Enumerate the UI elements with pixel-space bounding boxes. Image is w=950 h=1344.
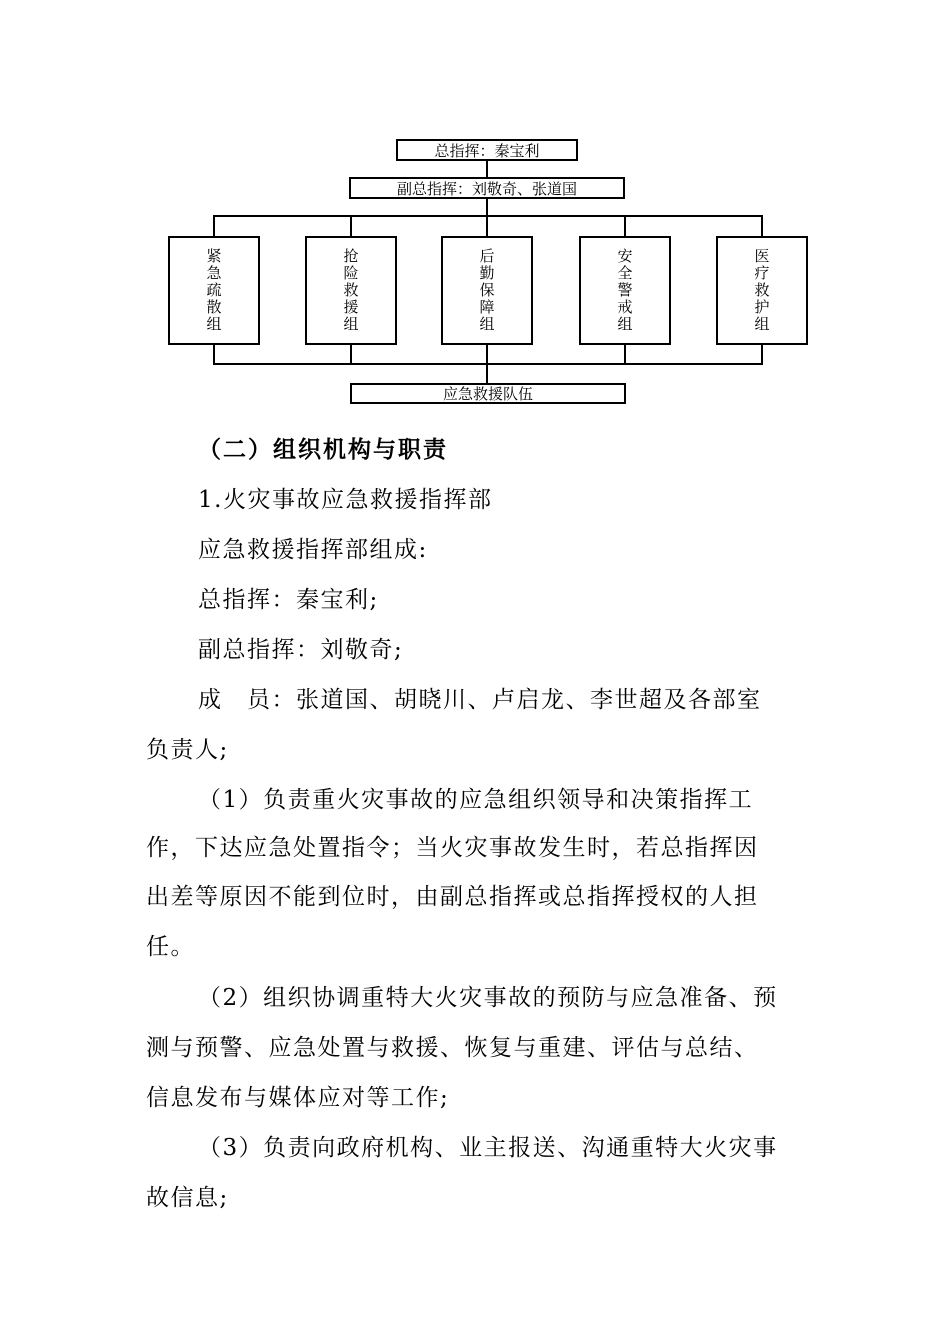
connector-line <box>213 344 215 364</box>
connector-line <box>761 215 763 237</box>
paragraph-line: 1.火灾事故应急救援指挥部 <box>198 487 493 513</box>
paragraph-line: （1）负责重火灾事故的应急组织领导和决策指挥工 <box>198 787 754 813</box>
chart-box-group <box>716 236 808 345</box>
connector-line <box>486 160 488 178</box>
paragraph-line: 副总指挥：刘敬奇; <box>198 637 404 663</box>
group-label: 安全警戒组 <box>615 248 634 333</box>
paragraph-line: （3）负责向政府机构、业主报送、沟通重特大火灾事 <box>198 1135 778 1161</box>
paragraph-line: 成 员：张道国、胡晓川、卢启龙、李世超及各部室 <box>198 687 762 713</box>
group-label: 紧急疏散组 <box>204 248 223 333</box>
group-label: 后勤保障组 <box>477 248 496 333</box>
paragraph-line: 应急救援指挥部组成: <box>198 537 428 563</box>
paragraph-line: 测与预警、应急处置与救援、恢复与重建、评估与总结、 <box>146 1035 759 1061</box>
chart-box-bottom: 应急救援队伍 <box>350 383 626 404</box>
org-chart <box>0 0 950 420</box>
connector-line <box>761 344 763 364</box>
paragraph-line: 任。 <box>146 934 195 960</box>
connector-line <box>350 215 352 237</box>
chart-box-deputy: 副总指挥：刘敬奇、张道国 <box>349 177 625 199</box>
chart-box-group <box>305 236 397 345</box>
paragraph-line: 故信息; <box>146 1185 229 1211</box>
paragraph-line: 负责人; <box>146 737 229 763</box>
connector-line <box>213 363 763 365</box>
connector-line <box>213 215 215 237</box>
paragraph-line: （2）组织协调重特大火灾事故的预防与应急准备、预 <box>198 985 778 1011</box>
paragraph-line: 出差等原因不能到位时，由副总指挥或总指挥授权的人担 <box>146 884 759 910</box>
chart-box-group <box>441 236 533 345</box>
connector-line <box>486 198 488 216</box>
section-heading: （二）组织机构与职责 <box>198 437 448 463</box>
connector-line <box>486 215 488 237</box>
paragraph-line: 信息发布与媒体应对等工作; <box>146 1085 450 1111</box>
group-label: 医疗救护组 <box>752 248 771 333</box>
paragraph-line: 总指挥：秦宝利; <box>198 587 379 613</box>
connector-line <box>624 344 626 364</box>
chart-box-group <box>579 236 671 345</box>
connector-line <box>350 344 352 364</box>
connector-line <box>624 215 626 237</box>
chart-box-group <box>168 236 260 345</box>
connector-line <box>213 215 763 217</box>
chart-box-top: 总指挥：秦宝利 <box>396 139 578 161</box>
paragraph-line: 作，下达应急处置指令；当火灾事故发生时，若总指挥因 <box>146 835 759 861</box>
group-label: 抢险救援组 <box>341 248 360 333</box>
